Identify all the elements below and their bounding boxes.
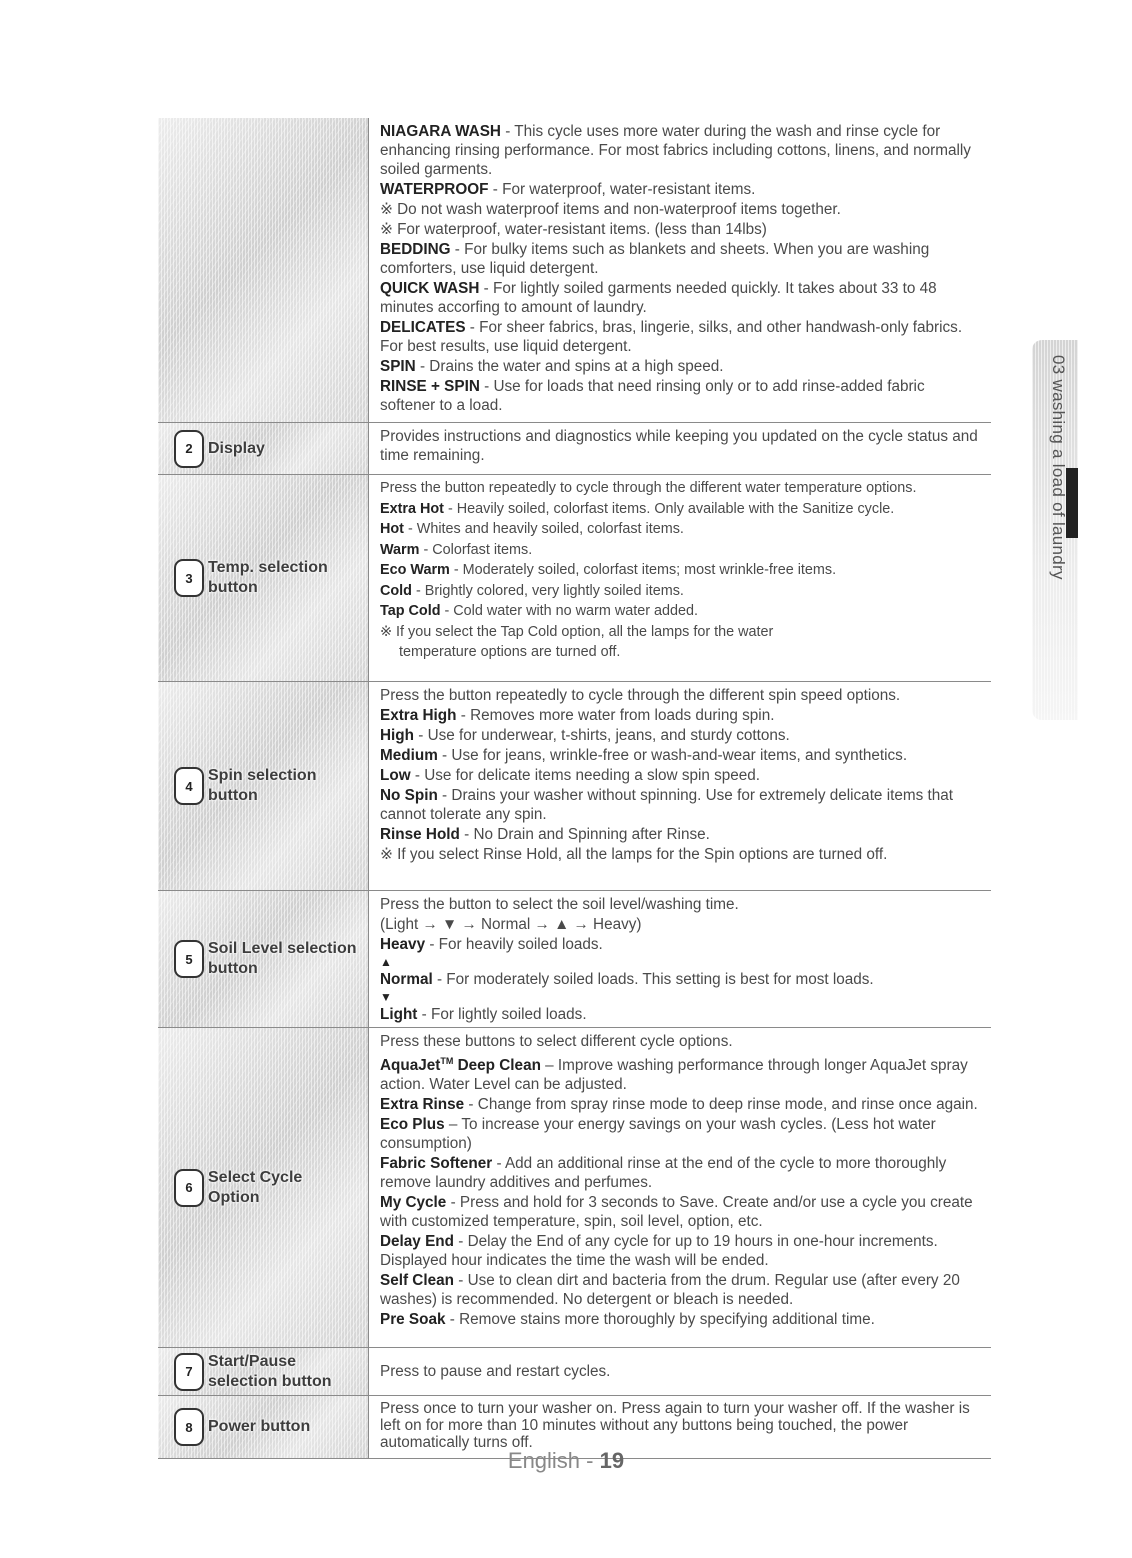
temp-note-cont: temperature options are turned off. [399,644,621,660]
down-arrow-icon: ▼ [380,990,392,1004]
display-text: Provides instructions and diagnostics while keeping you updated on the cycle status and time remaining. [380,428,978,464]
number-badge: 5 [174,940,204,978]
option-label-cell [158,1028,369,1347]
spin-intro: Press the button repeatedly to cycle through the different spin speed options. [380,687,901,704]
number-badge: 3 [174,559,204,597]
power-label: Power button [208,1418,311,1435]
option-row [158,1028,991,1348]
cycle-bedding: BEDDING - For bulky items such as blankets and sheets. When you are washing comforters, use liquid detergent. [380,241,930,277]
chapter-tab-label: 03 washing a load of laundry [1049,355,1068,580]
spin-row [158,682,991,891]
soil-sequence: (Light → ▼ → Normal → ▲ → Heavy) [380,916,642,933]
cycle-niagara: NIAGARA WASH - This cycle uses more water during the wash and rinse cycle for enhancing rinsing performance. For most fabrics including cottons, linens, and normally soiled garments. [380,123,971,178]
option-pre-soak: Pre Soak - Remove stains more thoroughly by specifying additional time. [380,1311,875,1329]
temp-note: ※ If you select the Tap Cold option, all the lamps for the water [380,623,774,640]
temp-tap-cold: Tap Cold - Cold water with no warm water added. [380,603,699,619]
page-footer [0,1448,1132,1474]
display-row [158,423,991,475]
temp-eco-warm: Eco Warm - Moderately soiled, colorfast items; most wrinkle-free items. [380,562,837,578]
footer-language: English [507,1448,581,1473]
soil-heavy: Heavy - For heavily soiled loads. [380,936,603,953]
number-badge: 8 [174,1408,204,1446]
cycle-delicates: DELICATES - For sheer fabrics, bras, lingerie, silks, and other handwash-only fabrics. For best results, use liquid detergent. [380,319,963,355]
display-label: Display [208,439,265,457]
start-row [158,1348,991,1396]
number-badge: 4 [174,767,204,805]
temp-hot: Hot - Whites and heavily soiled, colorfast items. [380,521,684,537]
spin-no-spin: No Spin - Drains your washer without spinning. Use for extremely delicate items that cannot tolerate any spin. [380,787,954,823]
waterproof-note-1: ※ Do not wash waterproof items and non-waterproof items together. [380,201,841,218]
spin-rinse-hold: Rinse Hold - No Drain and Spinning after Rinse. [380,826,710,843]
start-label: Start/Pause selection button [208,1352,332,1390]
option-self-clean: Self Clean - Use to clean dirt and bacteria from the drum. Regular use (after every 20 washes) is recommended. No detergent or bleach is needed. [380,1272,960,1309]
control-panel-table [158,118,991,1459]
soil-label: Soil Level selection button [208,940,357,977]
waterproof-note-2: ※ For waterproof, water-resistant items. (less than 14lbs) [380,221,767,238]
display-label-cell [158,423,369,474]
option-description [369,1028,991,1347]
spin-high: High - Use for underwear, t-shirts, jeans, and sturdy cottons. [380,727,790,744]
option-eco-plus: Eco Plus – To increase your energy savings on your wash cycles. (Less hot water consumption) [380,1116,936,1153]
option-intro: Press these buttons to select different cycle options. [380,1033,733,1050]
power-text: Press once to turn your washer on. Press again to turn your washer off. If the washer is left on for more than 10 minutes without any buttons being touched, the power automatically turns off. [380,1400,970,1451]
soil-row [158,891,991,1028]
cycle-descriptions [369,118,991,422]
option-extra-rinse: Extra Rinse - Change from spray rinse mode to deep rinse mode, and rinse once again. [380,1096,978,1114]
spin-note: ※ If you select Rinse Hold, all the lamps for the Spin options are turned off. [380,846,888,863]
number-badge: 6 [174,1169,204,1207]
cycle-rinse-spin: RINSE + SPIN - Use for loads that need rinsing only or to add rinse-added fabric softener to a load. [380,378,925,414]
temp-label-cell [158,475,369,681]
soil-intro: Press the button to select the soil level/washing time. [380,896,739,913]
footer-separator: - [580,1448,600,1473]
spin-extra-high: Extra High - Removes more water from loads during spin. [380,707,775,724]
cycle-list-row [158,118,991,423]
number-badge: 2 [174,430,204,468]
start-description [369,1348,991,1395]
temp-intro: Press the button repeatedly to cycle through the different water temperature options. [380,480,917,496]
start-text: Press to pause and restart cycles. [380,1362,611,1380]
display-description [369,423,991,474]
option-delay-end: Delay End - Delay the End of any cycle for up to 19 hours in one-hour increments. Displayed hour indicates the time the wash will be ended. [380,1233,938,1270]
soil-light: Light - For lightly soiled loads. [380,1006,587,1023]
label-cell-empty [158,118,369,422]
start-label-cell [158,1348,369,1395]
spin-label: Spin selection button [208,767,317,804]
temp-cold: Cold - Brightly colored, very lightly soiled items. [380,582,684,599]
temp-warm: Warm - Colorfast items. [380,541,533,558]
cycle-waterproof: WATERPROOF - For waterproof, water-resistant items. [380,181,756,198]
option-my-cycle: My Cycle - Press and hold for 3 seconds to Save. Create and/or use a cycle you create with customized temperature, spin, soil level, option, etc. [380,1194,973,1231]
spin-low: Low - Use for delicate items needing a slow spin speed. [380,767,761,784]
option-fabric-softener: Fabric Softener - Add an additional rinse at the end of the cycle to more thoroughly remove laundry additives and perfumes. [380,1155,947,1192]
number-badge: 7 [174,1353,204,1391]
temp-description [369,475,991,681]
soil-description [369,891,991,1027]
page-number: 19 [599,1448,625,1473]
soil-label-cell [158,891,369,1027]
option-label: Select Cycle Option [208,1168,303,1206]
spin-description [369,682,991,890]
cycle-spin: SPIN - Drains the water and spins at a high speed. [380,358,724,375]
up-arrow-icon: ▲ [380,955,392,969]
temp-row [158,475,991,682]
temp-label: Temp. selection button [208,559,328,596]
spin-medium: Medium - Use for jeans, wrinkle-free or wash-and-wear items, and synthetics. [380,747,908,764]
spin-label-cell [158,682,369,890]
temp-extra-hot: Extra Hot - Heavily soiled, colorfast items. Only available with the Sanitize cycle. [380,500,895,517]
cycle-quick-wash: QUICK WASH - For lightly soiled garments needed quickly. It takes about 33 to 48 minutes accorfing to amount of laundry. [380,280,937,316]
option-aquajet: AquaJet™ Deep Clean – Improve washing performance through longer AquaJet spray action. Water Level can be adjusted. [380,1056,968,1094]
soil-normal: Normal - For moderately soiled loads. This setting is best for most loads. [380,971,874,988]
